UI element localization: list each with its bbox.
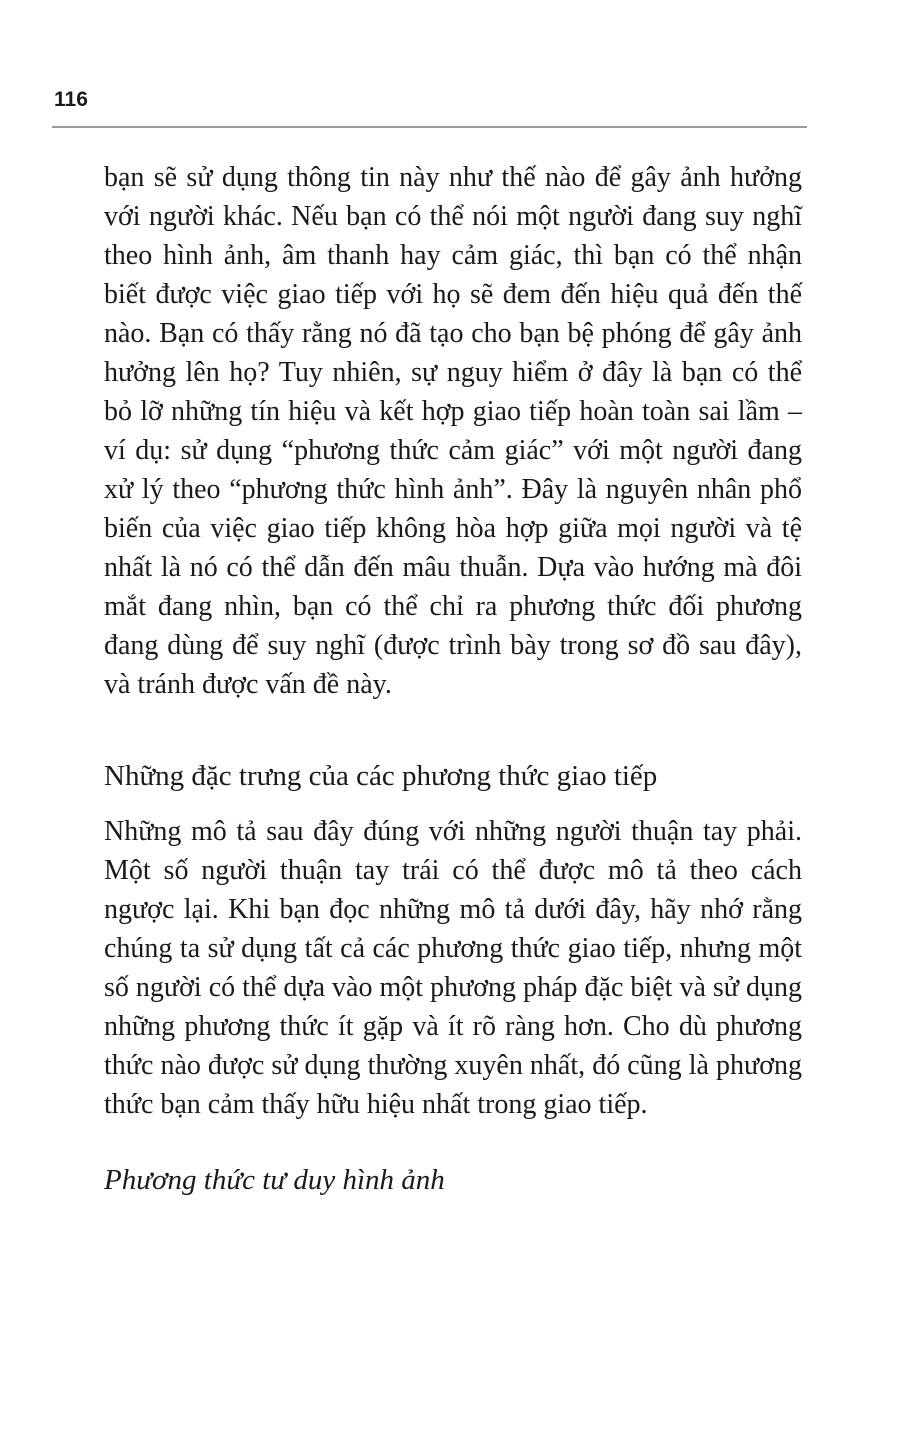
page-number: 116 [54,88,88,111]
page-content [104,158,802,1200]
body-paragraph-2: Những mô tả sau đây đúng với những người thuận tay phải. Một số người thuận tay trái có thể được mô tả theo cách ngược lại. Khi bạn đọc những mô tả dưới đây, hãy nhớ rằng chúng ta sử dụng tất cả các phương thức giao tiếp, nhưng một số người có thể dựa vào một phương pháp đặc biệt và sử dụng những phương thức ít gặp và ít rõ ràng hơn. Cho dù phương thức nào được sử dụng thường xuyên nhất, đó cũng là phương thức bạn cảm thấy hữu hiệu nhất trong giao tiếp. [104,816,802,1120]
section-heading: Những đặc trưng của các phương thức giao tiếp [104,760,658,792]
page-header [52,86,807,128]
sub-heading: Phương thức tư duy hình ảnh [104,1164,445,1196]
body-paragraph-1: bạn sẽ sử dụng thông tin này như thế nào để gây ảnh hưởng với người khác. Nếu bạn có thể nói một người đang suy nghĩ theo hình ảnh, âm thanh hay cảm giác, thì bạn có thể nhận biết được việc giao tiếp với họ sẽ đem đến hiệu quả đến thế nào. Bạn có thấy rằng nó đã tạo cho bạn bệ phóng để gây ảnh hưởng lên họ? Tuy nhiên, sự nguy hiểm ở đây là bạn có thể bỏ lỡ những tín hiệu và kết hợp giao tiếp hoàn toàn sai lầm – ví dụ: sử dụng “phương thức cảm giác” với một người đang xử lý theo “phương thức hình ảnh”. Đây là nguyên nhân phổ biến của việc giao tiếp không hòa hợp giữa mọi người và tệ nhất là nó có thể dẫn đến mâu thuẫn. Dựa vào hướng mà đôi mắt đang nhìn, bạn có thể chỉ ra phương thức đối phương đang dùng để suy nghĩ (được trình bày trong sơ đồ sau đây), và tránh được vấn đề này. [104,162,802,700]
